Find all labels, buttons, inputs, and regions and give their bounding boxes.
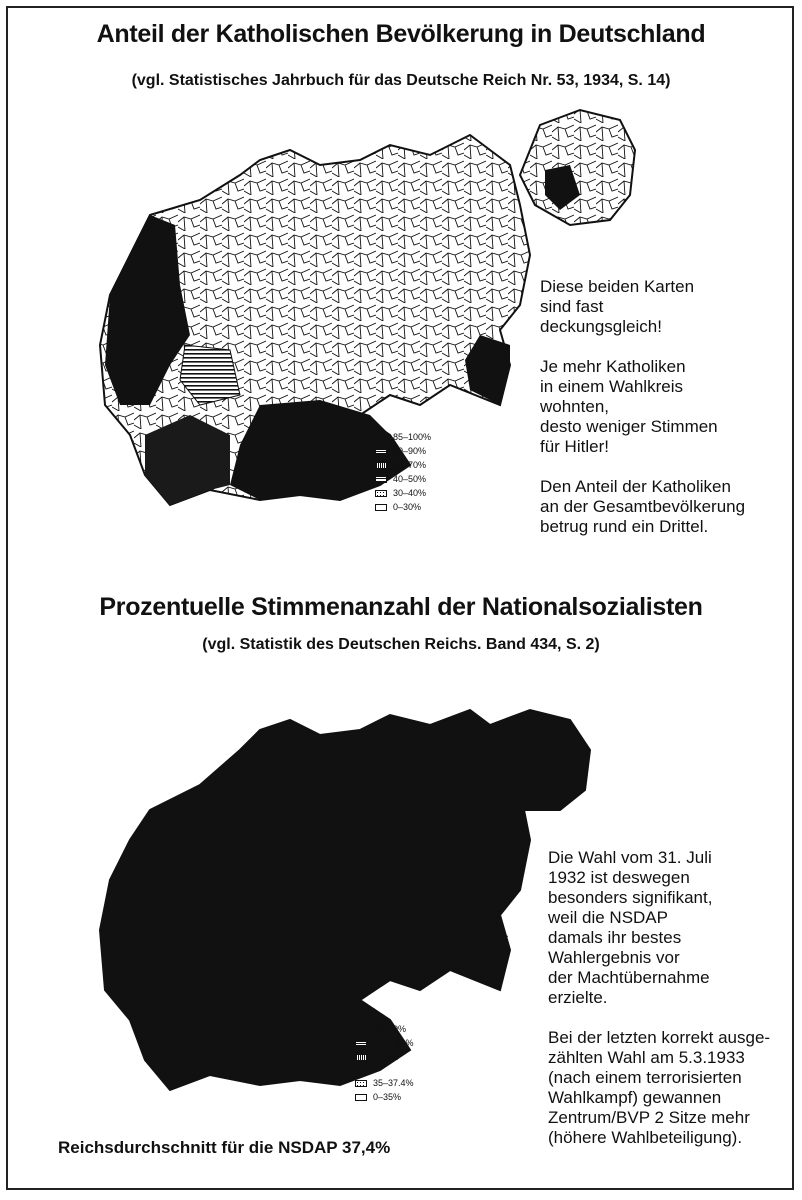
east-prussia [520,110,635,225]
swatch-icon [375,476,387,483]
swatch-icon [375,434,387,441]
swatch-icon [375,462,387,469]
legend-row [355,1036,414,1050]
legend-row [375,430,431,444]
legend-label: 0–30% [393,502,422,512]
legend-row [375,500,431,514]
legend-label: 70–90% [393,446,427,456]
legend-label: 30–40% [393,488,427,498]
legend-row [375,444,431,458]
legend-label: 35–37.4% [373,1078,414,1088]
legend-label: 40–50% [373,1024,407,1034]
map2-legend [355,1022,414,1104]
legend-row [355,1022,414,1036]
nsdap-average-caption: Reichsdurchschnitt für die NSDAP 37,4% [58,1138,391,1157]
swatch-icon [355,1080,367,1087]
map1-note: Diese beiden Karten sind fast deckungsgleich! Je mehr Katholiken in einem Wahlkreis wohnten, desto weniger Stimmen für Hitler! Den Anteil der Katholiken an der Gesamtbevölkerung betrug rund ein Drittel. [540,277,746,536]
map1-legend [375,430,431,514]
legend-row [375,472,431,486]
legend-label: 37.4–40% [373,1038,414,1048]
legend-row [355,1076,414,1090]
swatch-icon [375,490,387,497]
map2-source: (vgl. Statistik des Deutschen Reichs. Band 434, S. 2) [202,636,600,653]
swatch-icon [375,504,387,511]
swatch-icon [355,1094,367,1101]
map1-source: (vgl. Statistisches Jahrbuch für das Deutsche Reich Nr. 53, 1934, S. 14) [131,72,671,89]
swatch-icon [355,1040,367,1047]
legend-row [375,458,431,472]
legend-label: 0–35% [373,1092,402,1102]
map2-note: Die Wahl vom 31. Juli 1932 ist deswegen besonders signifikant, weil die NSDAP damals ihr bestes Wahlergebnis vor der Machtübernahme erzielte. Bei der letzten korrekt ausge- zählten Wahl am 5.3.1933 (nach einem terrorisierten Wahlkampf) gewannen Zentrum/BVP 2 Sitze mehr (höhere Wahlbeteiligung). [548,848,771,1147]
swatch-icon [355,1054,367,1061]
swatch-icon [355,1026,367,1033]
legend-row [355,1090,414,1104]
map1-title: Anteil der Katholischen Bevölkerung in Deutschland [96,20,706,48]
swatch-icon [375,448,387,455]
legend-label: 40–50% [393,474,427,484]
map2-title: Prozentuelle Stimmenanzahl der Nationalsozialisten [99,593,703,621]
legend-row [355,1050,414,1064]
legend-label: 50–70% [393,460,427,470]
east-prussia [480,710,590,810]
legend-label: 85–100% [393,432,432,442]
legend-label: 37.4% [373,1052,399,1062]
legend-row [375,486,431,500]
